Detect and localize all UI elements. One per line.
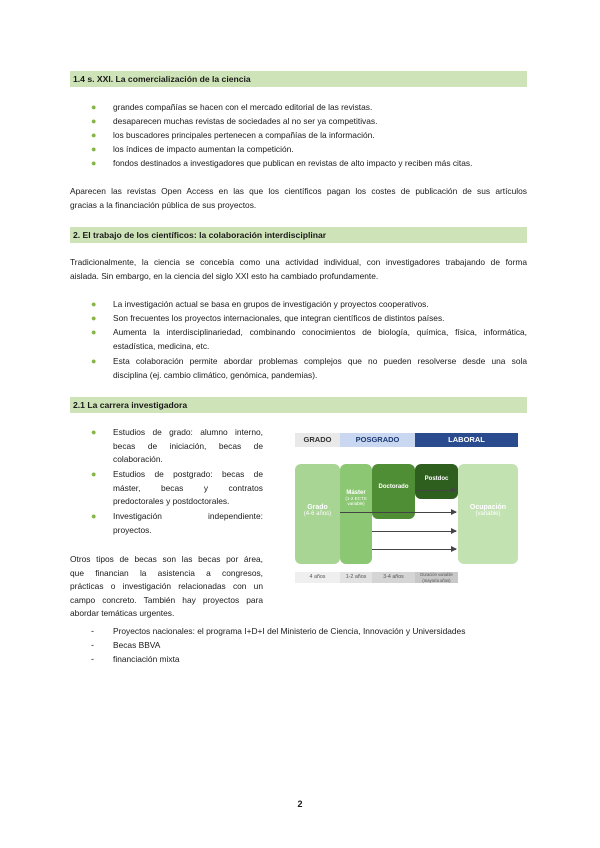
box-master: Máster (1-2 ECTS variable)	[340, 464, 372, 564]
arrow-icon	[415, 490, 456, 491]
section-heading-1-4: 1.4 s. XXI. La comercialización de la ciencia	[70, 71, 527, 87]
bullet-icon: ●	[91, 299, 97, 309]
bullet-icon: ●	[91, 511, 97, 521]
box-postdoc: Postdoc	[415, 464, 458, 499]
diagram-header-laboral: LABORAL	[415, 433, 518, 447]
bullet-icon: ●	[91, 327, 97, 337]
diagram-header-posgrado: POSGRADO	[340, 433, 415, 447]
bullet-icon: ●	[91, 427, 97, 437]
box-ocupacion: Ocupación (variable)	[458, 464, 518, 564]
bullet-icon: ●	[91, 144, 97, 154]
timeline-grado: 4 años	[295, 572, 340, 583]
paragraph-tradicionalmente: Tradicionalmente, la ciencia se concebía como una actividad individual, con investigadores trabajando de forma aislada. Sin embargo, en la ciencia del siglo XXI esto ha cambiado profundamente.	[70, 257, 527, 281]
box-doctorado: Doctorado	[372, 464, 415, 519]
timeline-laboral: Duración variable (mayoría años)	[415, 572, 458, 583]
arrow-icon	[372, 549, 456, 550]
bullet-icon: ●	[91, 469, 97, 479]
page-number: 2	[297, 799, 303, 809]
bullet-icon: ●	[91, 313, 97, 323]
timeline-doctorado: 3-4 años	[372, 572, 415, 583]
bullet-icon: ●	[91, 116, 97, 126]
section-heading-2-1: 2.1 La carrera investigadora	[70, 397, 527, 413]
arrow-icon	[372, 531, 456, 532]
paragraph-otros-tipos: Otros tipos de becas son las becas por área, que financian la asistencia a congresos, prácticas o investigación relacionadas con un campo concreto. También hay proyectos para abordar temáticas urgentes.	[70, 554, 263, 619]
bullet-icon: ●	[91, 102, 97, 112]
box-grado: Grado (4-6 años)	[295, 464, 340, 564]
timeline-master: 1-2 años	[340, 572, 372, 583]
paragraph-open-access: Aparecen las revistas Open Access en las que los científicos pagan los costes de publicación de sus artículos gracias a la financiación pública de sus proyectos.	[70, 186, 527, 210]
bullet-icon: ●	[91, 356, 97, 366]
diagram-header-grado: GRADO	[295, 433, 340, 447]
section-heading-2: 2. El trabajo de los científicos: la colaboración interdisciplinar	[70, 227, 527, 243]
arrow-icon	[340, 512, 456, 513]
bullet-icon: ●	[91, 158, 97, 168]
bullet-icon: ●	[91, 130, 97, 140]
